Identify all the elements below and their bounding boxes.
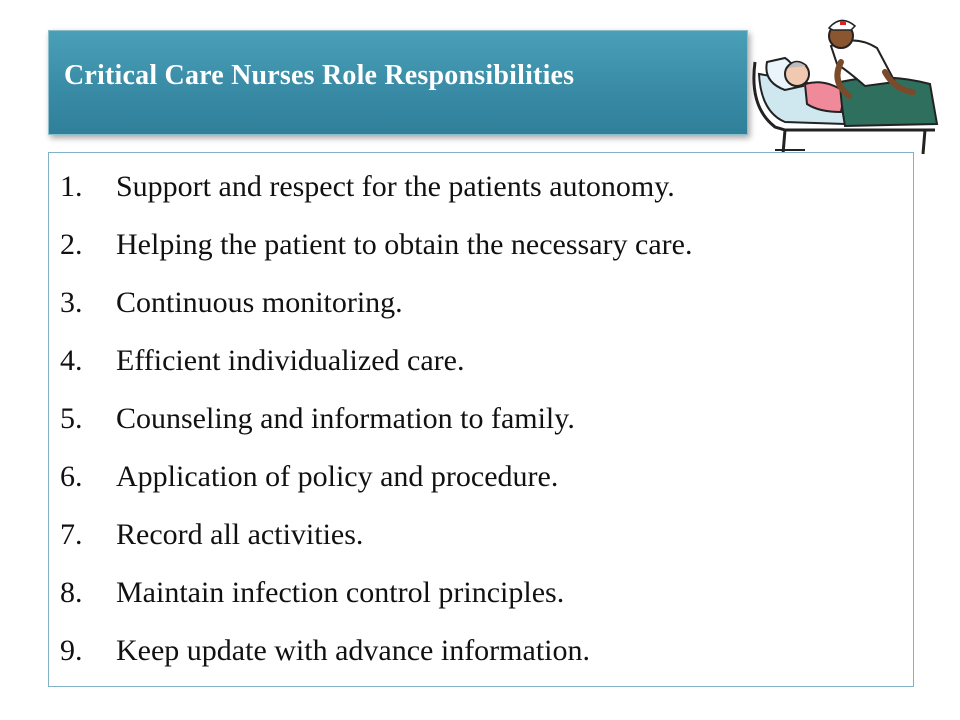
nurse-patient-bed-icon bbox=[745, 12, 945, 162]
item-text: Counseling and information to family. bbox=[116, 402, 575, 435]
item-text: Helping the patient to obtain the necessary care. bbox=[116, 228, 693, 261]
list-item bbox=[60, 165, 692, 223]
item-number: 6. bbox=[60, 460, 83, 493]
item-text: Continuous monitoring. bbox=[116, 286, 403, 319]
list-item bbox=[60, 629, 692, 687]
item-number: 7. bbox=[60, 518, 83, 551]
item-number: 1. bbox=[60, 170, 83, 203]
list-item bbox=[60, 281, 692, 339]
responsibilities-list bbox=[60, 165, 692, 687]
item-number: 5. bbox=[60, 402, 83, 435]
item-number: 8. bbox=[60, 576, 83, 609]
item-text: Application of policy and procedure. bbox=[116, 460, 559, 493]
item-number: 2. bbox=[60, 228, 83, 261]
title-bar bbox=[48, 30, 748, 135]
item-text: Support and respect for the patients autonomy. bbox=[116, 170, 675, 203]
slide-title: Critical Care Nurses Role Responsibilities bbox=[64, 60, 575, 91]
item-text: Maintain infection control principles. bbox=[116, 576, 565, 609]
list-item bbox=[60, 455, 692, 513]
responsibilities-box bbox=[48, 152, 914, 687]
list-item bbox=[60, 339, 692, 397]
item-text: Record all activities. bbox=[116, 518, 364, 551]
item-number: 3. bbox=[60, 286, 83, 319]
list-item bbox=[60, 223, 692, 281]
list-item bbox=[60, 513, 692, 571]
list-item bbox=[60, 571, 692, 629]
item-text: Efficient individualized care. bbox=[116, 344, 465, 377]
item-number: 9. bbox=[60, 634, 83, 667]
list-item bbox=[60, 397, 692, 455]
item-number: 4. bbox=[60, 344, 83, 377]
item-text: Keep update with advance information. bbox=[116, 634, 590, 667]
